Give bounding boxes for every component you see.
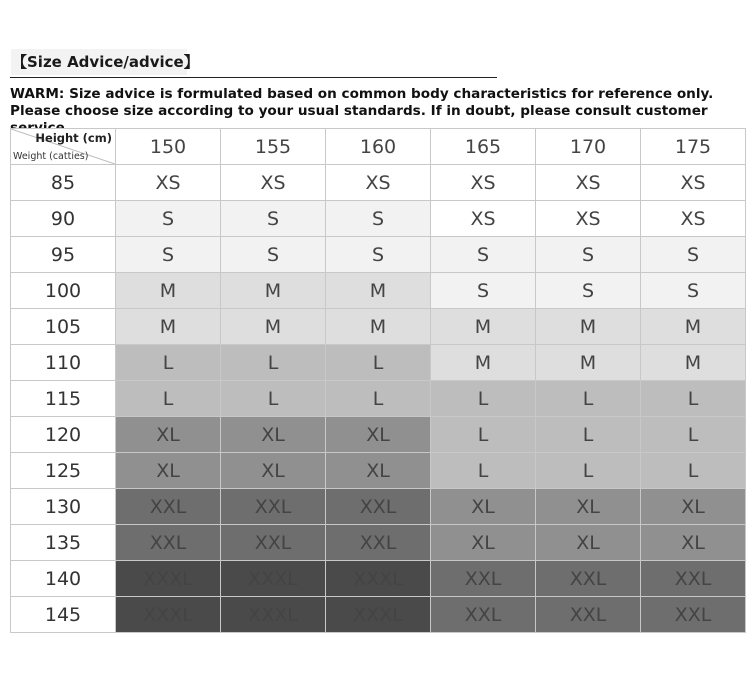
table-row: [11, 345, 746, 381]
size-cell: S: [536, 273, 641, 309]
size-cell: XL: [641, 525, 746, 561]
weight-header-140: 140: [11, 561, 116, 597]
size-cell: XL: [536, 489, 641, 525]
size-cell: XS: [536, 201, 641, 237]
size-cell: XXXL: [221, 561, 326, 597]
size-cell: XXL: [116, 525, 221, 561]
size-cell: XXL: [536, 561, 641, 597]
size-cell: L: [116, 381, 221, 417]
size-cell: L: [536, 417, 641, 453]
table-row: [11, 489, 746, 525]
size-cell: M: [641, 309, 746, 345]
table-row: [11, 417, 746, 453]
size-cell: L: [326, 381, 431, 417]
size-cell: M: [536, 345, 641, 381]
size-cell: XXXL: [116, 597, 221, 633]
table-row: [11, 453, 746, 489]
size-cell: S: [116, 201, 221, 237]
size-cell: M: [326, 273, 431, 309]
size-cell: XS: [536, 165, 641, 201]
size-cell: XL: [221, 417, 326, 453]
size-cell: S: [431, 237, 536, 273]
size-cell: L: [116, 345, 221, 381]
table-body: [11, 165, 746, 633]
size-cell: L: [536, 453, 641, 489]
table-row: [11, 561, 746, 597]
size-cell: XL: [326, 417, 431, 453]
size-cell: XXL: [221, 489, 326, 525]
size-cell: XXL: [431, 597, 536, 633]
weight-axis-label: Weight (catties): [13, 151, 89, 162]
size-cell: XXL: [326, 489, 431, 525]
size-cell: XS: [431, 165, 536, 201]
corner-cell: [11, 129, 116, 165]
size-cell: XXL: [326, 525, 431, 561]
size-cell: M: [221, 273, 326, 309]
size-cell: XL: [116, 417, 221, 453]
weight-header-120: 120: [11, 417, 116, 453]
table-row: [11, 525, 746, 561]
size-cell: XL: [326, 453, 431, 489]
size-cell: L: [431, 417, 536, 453]
size-cell: S: [221, 237, 326, 273]
header-row: [11, 129, 746, 165]
size-cell: XS: [221, 165, 326, 201]
weight-header-115: 115: [11, 381, 116, 417]
size-cell: L: [431, 453, 536, 489]
size-chart-table: [10, 128, 746, 633]
page-title: 【Size Advice/advice】: [12, 53, 199, 71]
height-header-155: 155: [221, 129, 326, 165]
size-cell: M: [431, 309, 536, 345]
size-cell: L: [536, 381, 641, 417]
size-cell: M: [431, 345, 536, 381]
size-cell: XXXL: [326, 561, 431, 597]
table-row: [11, 273, 746, 309]
weight-header-90: 90: [11, 201, 116, 237]
size-cell: L: [326, 345, 431, 381]
weight-header-130: 130: [11, 489, 116, 525]
weight-header-95: 95: [11, 237, 116, 273]
size-cell: XS: [116, 165, 221, 201]
size-cell: XXL: [536, 597, 641, 633]
height-header-170: 170: [536, 129, 641, 165]
size-cell: M: [116, 273, 221, 309]
size-cell: M: [641, 345, 746, 381]
table-row: [11, 165, 746, 201]
size-cell: XXL: [641, 561, 746, 597]
size-cell: S: [431, 273, 536, 309]
size-cell: L: [221, 345, 326, 381]
size-cell: M: [221, 309, 326, 345]
size-cell: S: [641, 237, 746, 273]
height-axis-label: Height (cm): [35, 131, 112, 145]
size-cell: XL: [116, 453, 221, 489]
table-row: [11, 201, 746, 237]
size-cell: L: [221, 381, 326, 417]
size-cell: S: [536, 237, 641, 273]
size-cell: XL: [536, 525, 641, 561]
table-row: [11, 381, 746, 417]
size-cell: L: [641, 417, 746, 453]
size-cell: XS: [641, 165, 746, 201]
weight-header-125: 125: [11, 453, 116, 489]
height-header-165: 165: [431, 129, 536, 165]
size-cell: S: [641, 273, 746, 309]
size-cell: XS: [641, 201, 746, 237]
size-cell: S: [326, 237, 431, 273]
size-cell: XL: [641, 489, 746, 525]
size-cell: S: [326, 201, 431, 237]
size-cell: XL: [431, 489, 536, 525]
size-cell: L: [431, 381, 536, 417]
weight-header-135: 135: [11, 525, 116, 561]
weight-header-105: 105: [11, 309, 116, 345]
weight-header-85: 85: [11, 165, 116, 201]
size-cell: S: [221, 201, 326, 237]
size-cell: XXXL: [221, 597, 326, 633]
height-header-160: 160: [326, 129, 431, 165]
size-cell: M: [326, 309, 431, 345]
table-row: [11, 309, 746, 345]
size-cell: XXL: [116, 489, 221, 525]
height-header-150: 150: [116, 129, 221, 165]
size-cell: XL: [221, 453, 326, 489]
warm-notice: WARM: Size advice is formulated based on common body characteristics for reference only. Please choose size according to your usual standards. If in doubt, please consult customer: [10, 86, 714, 119]
size-cell: XS: [326, 165, 431, 201]
weight-header-145: 145: [11, 597, 116, 633]
size-cell: S: [116, 237, 221, 273]
size-cell: L: [641, 453, 746, 489]
size-cell: L: [641, 381, 746, 417]
size-cell: XS: [431, 201, 536, 237]
size-cell: XXL: [431, 561, 536, 597]
title-divider: [10, 77, 497, 78]
height-header-175: 175: [641, 129, 746, 165]
size-cell: M: [536, 309, 641, 345]
table-row: [11, 237, 746, 273]
size-cell: M: [116, 309, 221, 345]
size-cell: XL: [431, 525, 536, 561]
table-row: [11, 597, 746, 633]
size-cell: XXL: [221, 525, 326, 561]
size-cell: XXXL: [326, 597, 431, 633]
size-cell: XXXL: [116, 561, 221, 597]
weight-header-100: 100: [11, 273, 116, 309]
size-cell: XXL: [641, 597, 746, 633]
weight-header-110: 110: [11, 345, 116, 381]
